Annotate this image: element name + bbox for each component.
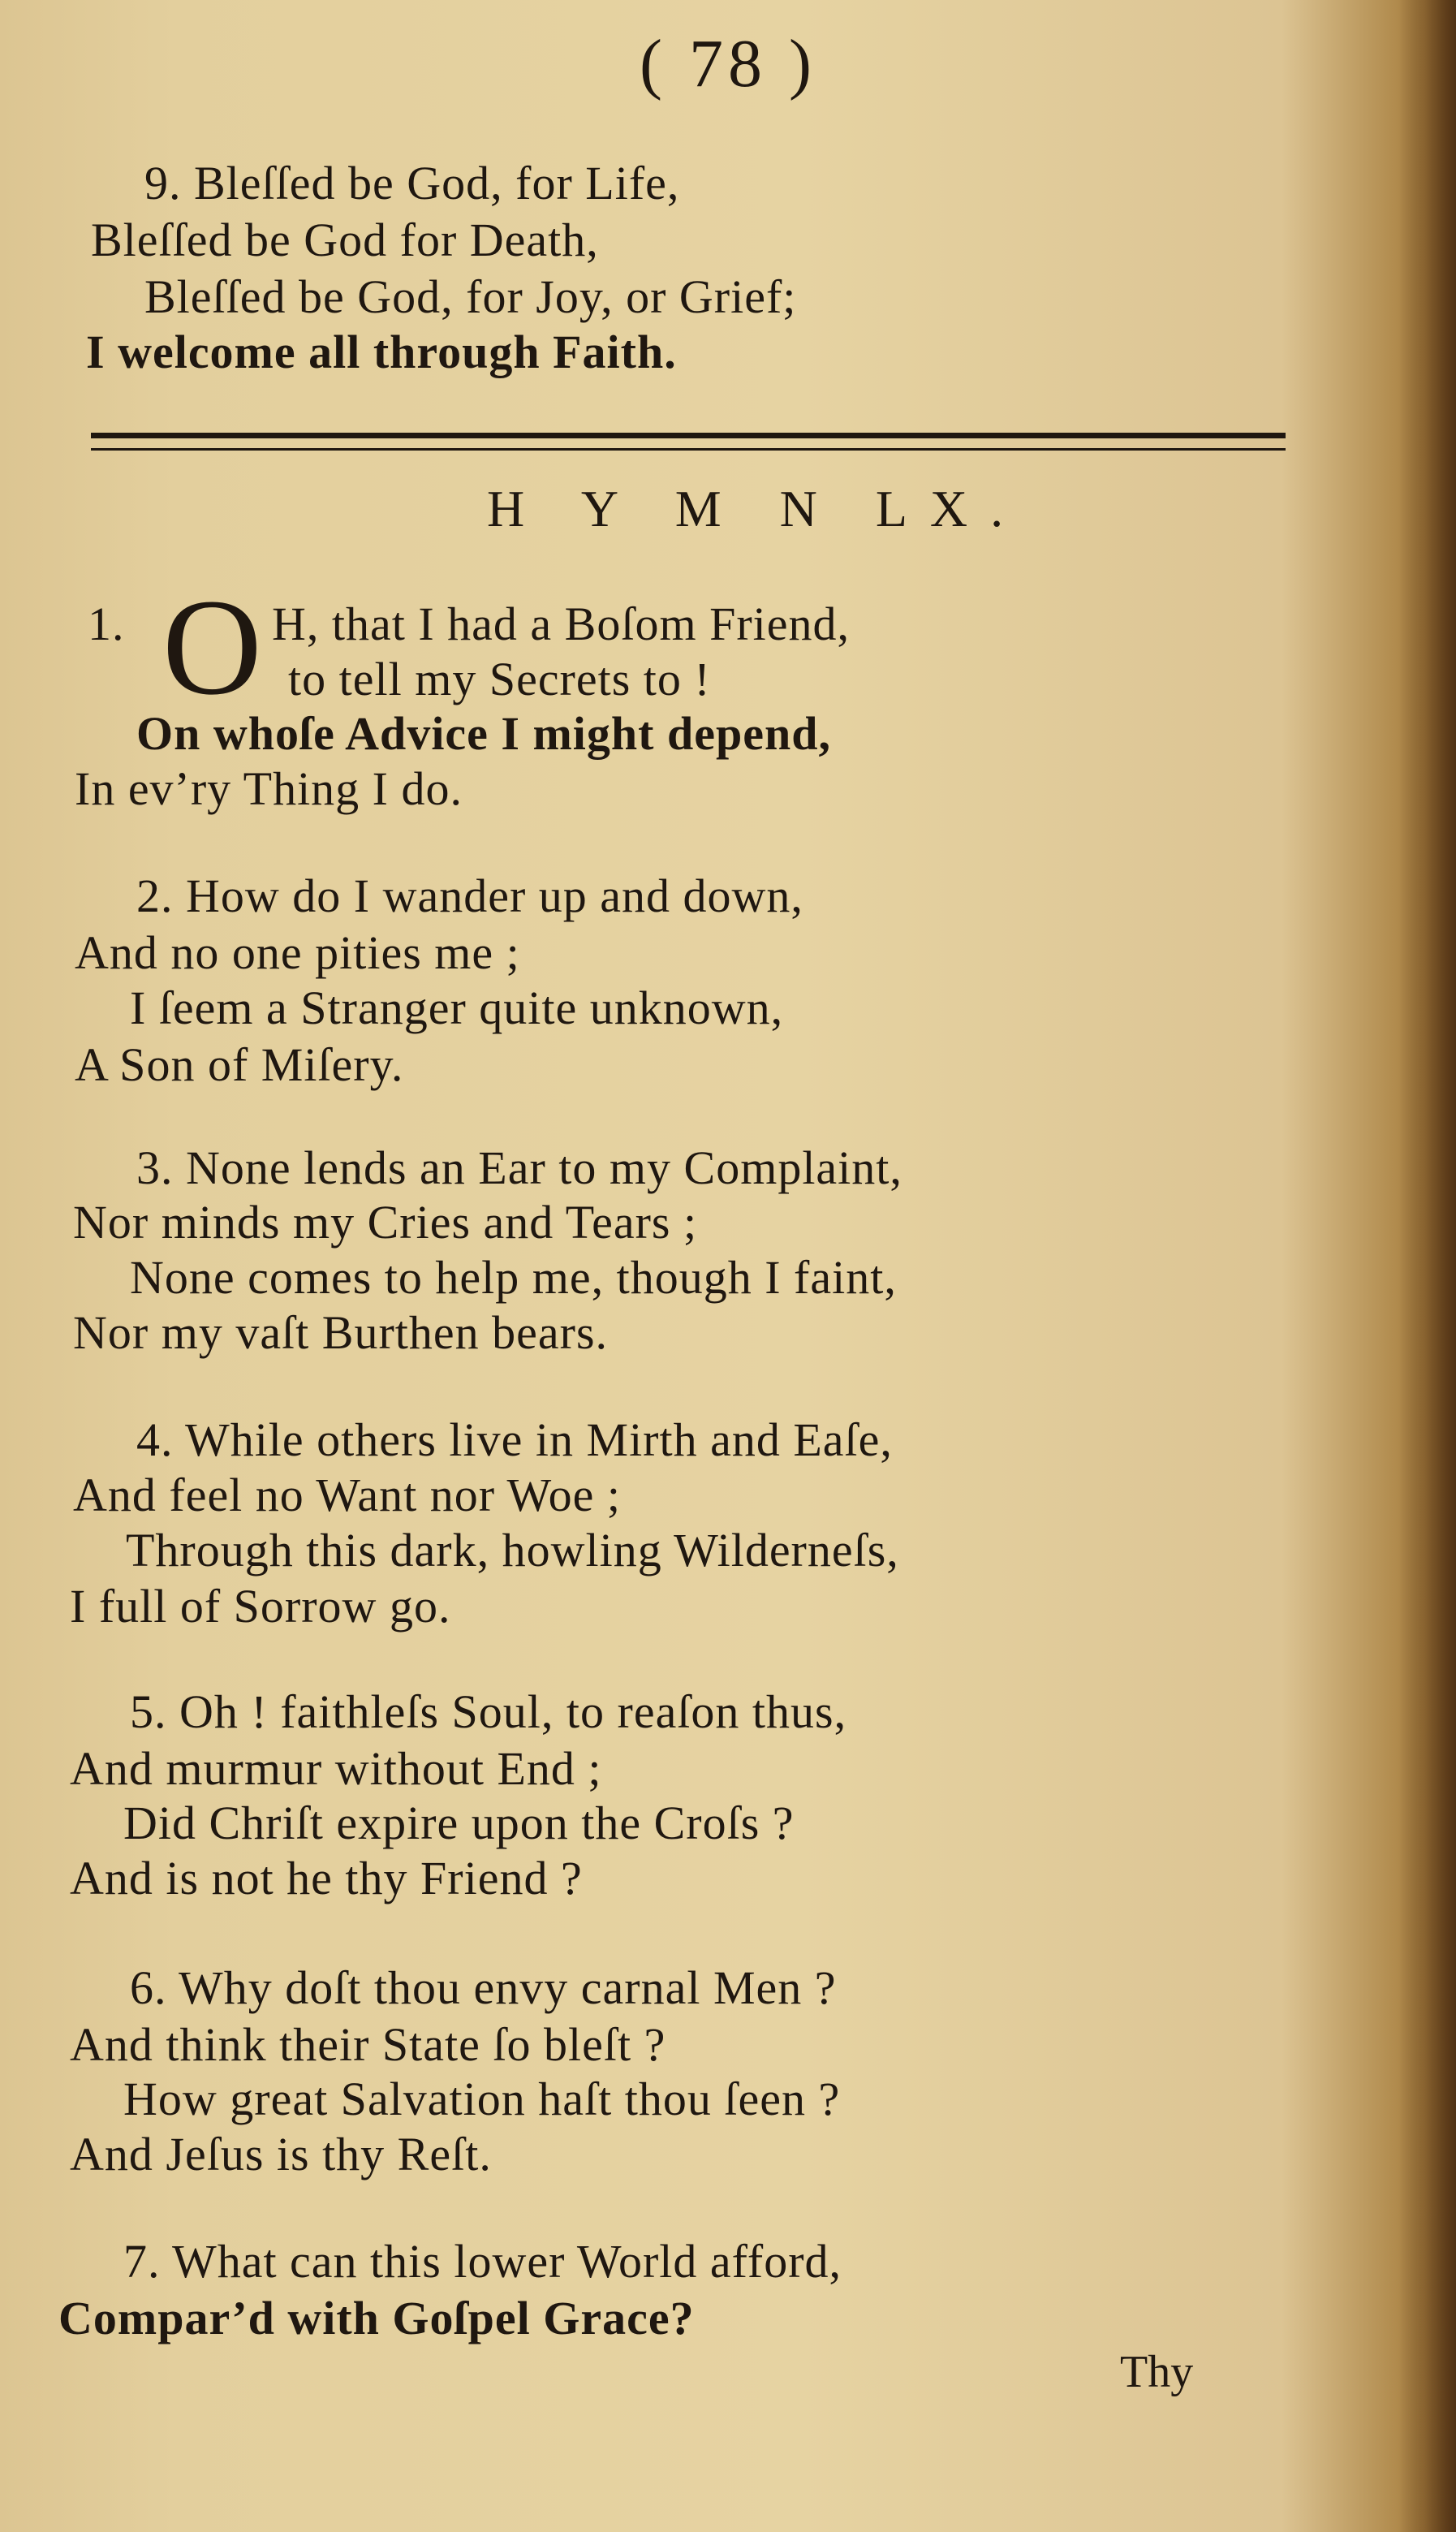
verse-line: 7. What can this lower World afford,: [123, 2235, 842, 2288]
verse-line: 2. How do I wander up and down,: [136, 869, 803, 922]
verse-line: H, that I had a Boſom Friend,: [272, 597, 851, 650]
verse-line: Compar’d with Goſpel Grace?: [58, 2292, 695, 2344]
verse-line: A Son of Miſery.: [75, 1038, 404, 1091]
verse-line: 9. Bleſſed be God, for Life,: [144, 157, 680, 209]
verse-line: Did Chriſt expire upon the Croſs ?: [123, 1797, 795, 1849]
catchword: Thy: [1120, 2347, 1194, 2397]
verse-line: 5. Oh ! faithleſs Soul, to reaſon thus,: [130, 1685, 847, 1738]
verse-line: Nor minds my Cries and Tears ;: [73, 1196, 698, 1249]
verse-line: Through this dark, howling Wilderneſs,: [126, 1524, 899, 1577]
verse-line: Bleſſed be God for Death,: [91, 214, 599, 266]
verse-line: to tell my Secrets to !: [288, 653, 711, 705]
verse-line: None comes to help me, though I faint,: [130, 1251, 897, 1304]
verse-line: I ſeem a Stranger quite unknown,: [130, 981, 784, 1034]
verse-line: And Jeſus is thy Reſt.: [70, 2128, 492, 2180]
drop-cap: O: [162, 571, 262, 723]
verse-line: And no one pities me ;: [75, 926, 520, 979]
verse-line: On whoſe Advice I might depend,: [136, 707, 831, 760]
stanza-number: 1.: [88, 597, 125, 650]
verse-line: I welcome all through Faith.: [86, 326, 677, 378]
verse-line: And is not he thy Friend ?: [70, 1852, 583, 1904]
verse-line: And murmur without End ;: [70, 1742, 602, 1795]
section-divider-rule: [91, 433, 1286, 451]
verse-line: 4. While others live in Mirth and Eaſe,: [136, 1413, 893, 1466]
verse-line: 6. Why doſt thou envy carnal Men ?: [130, 1961, 837, 2014]
verse-line: How great Salvation haſt thou ſeen ?: [123, 2073, 841, 2125]
page-edge-shadow: [1399, 0, 1456, 2532]
verse-line: And feel no Want nor Woe ;: [73, 1469, 621, 1521]
verse-line: Bleſſed be God, for Joy, or Grief;: [144, 270, 797, 323]
hymn-title: H Y M N LX.: [487, 480, 1027, 537]
verse-line: In ev’ry Thing I do.: [75, 762, 463, 815]
verse-line: And think their State ſo bleſt ?: [70, 2018, 666, 2071]
verse-line: 3. None lends an Ear to my Complaint,: [136, 1141, 902, 1194]
verse-line: Nor my vaſt Burthen bears.: [73, 1306, 609, 1359]
page-number: ( 78 ): [640, 26, 816, 101]
verse-line: I full of Sorrow go.: [70, 1580, 451, 1633]
